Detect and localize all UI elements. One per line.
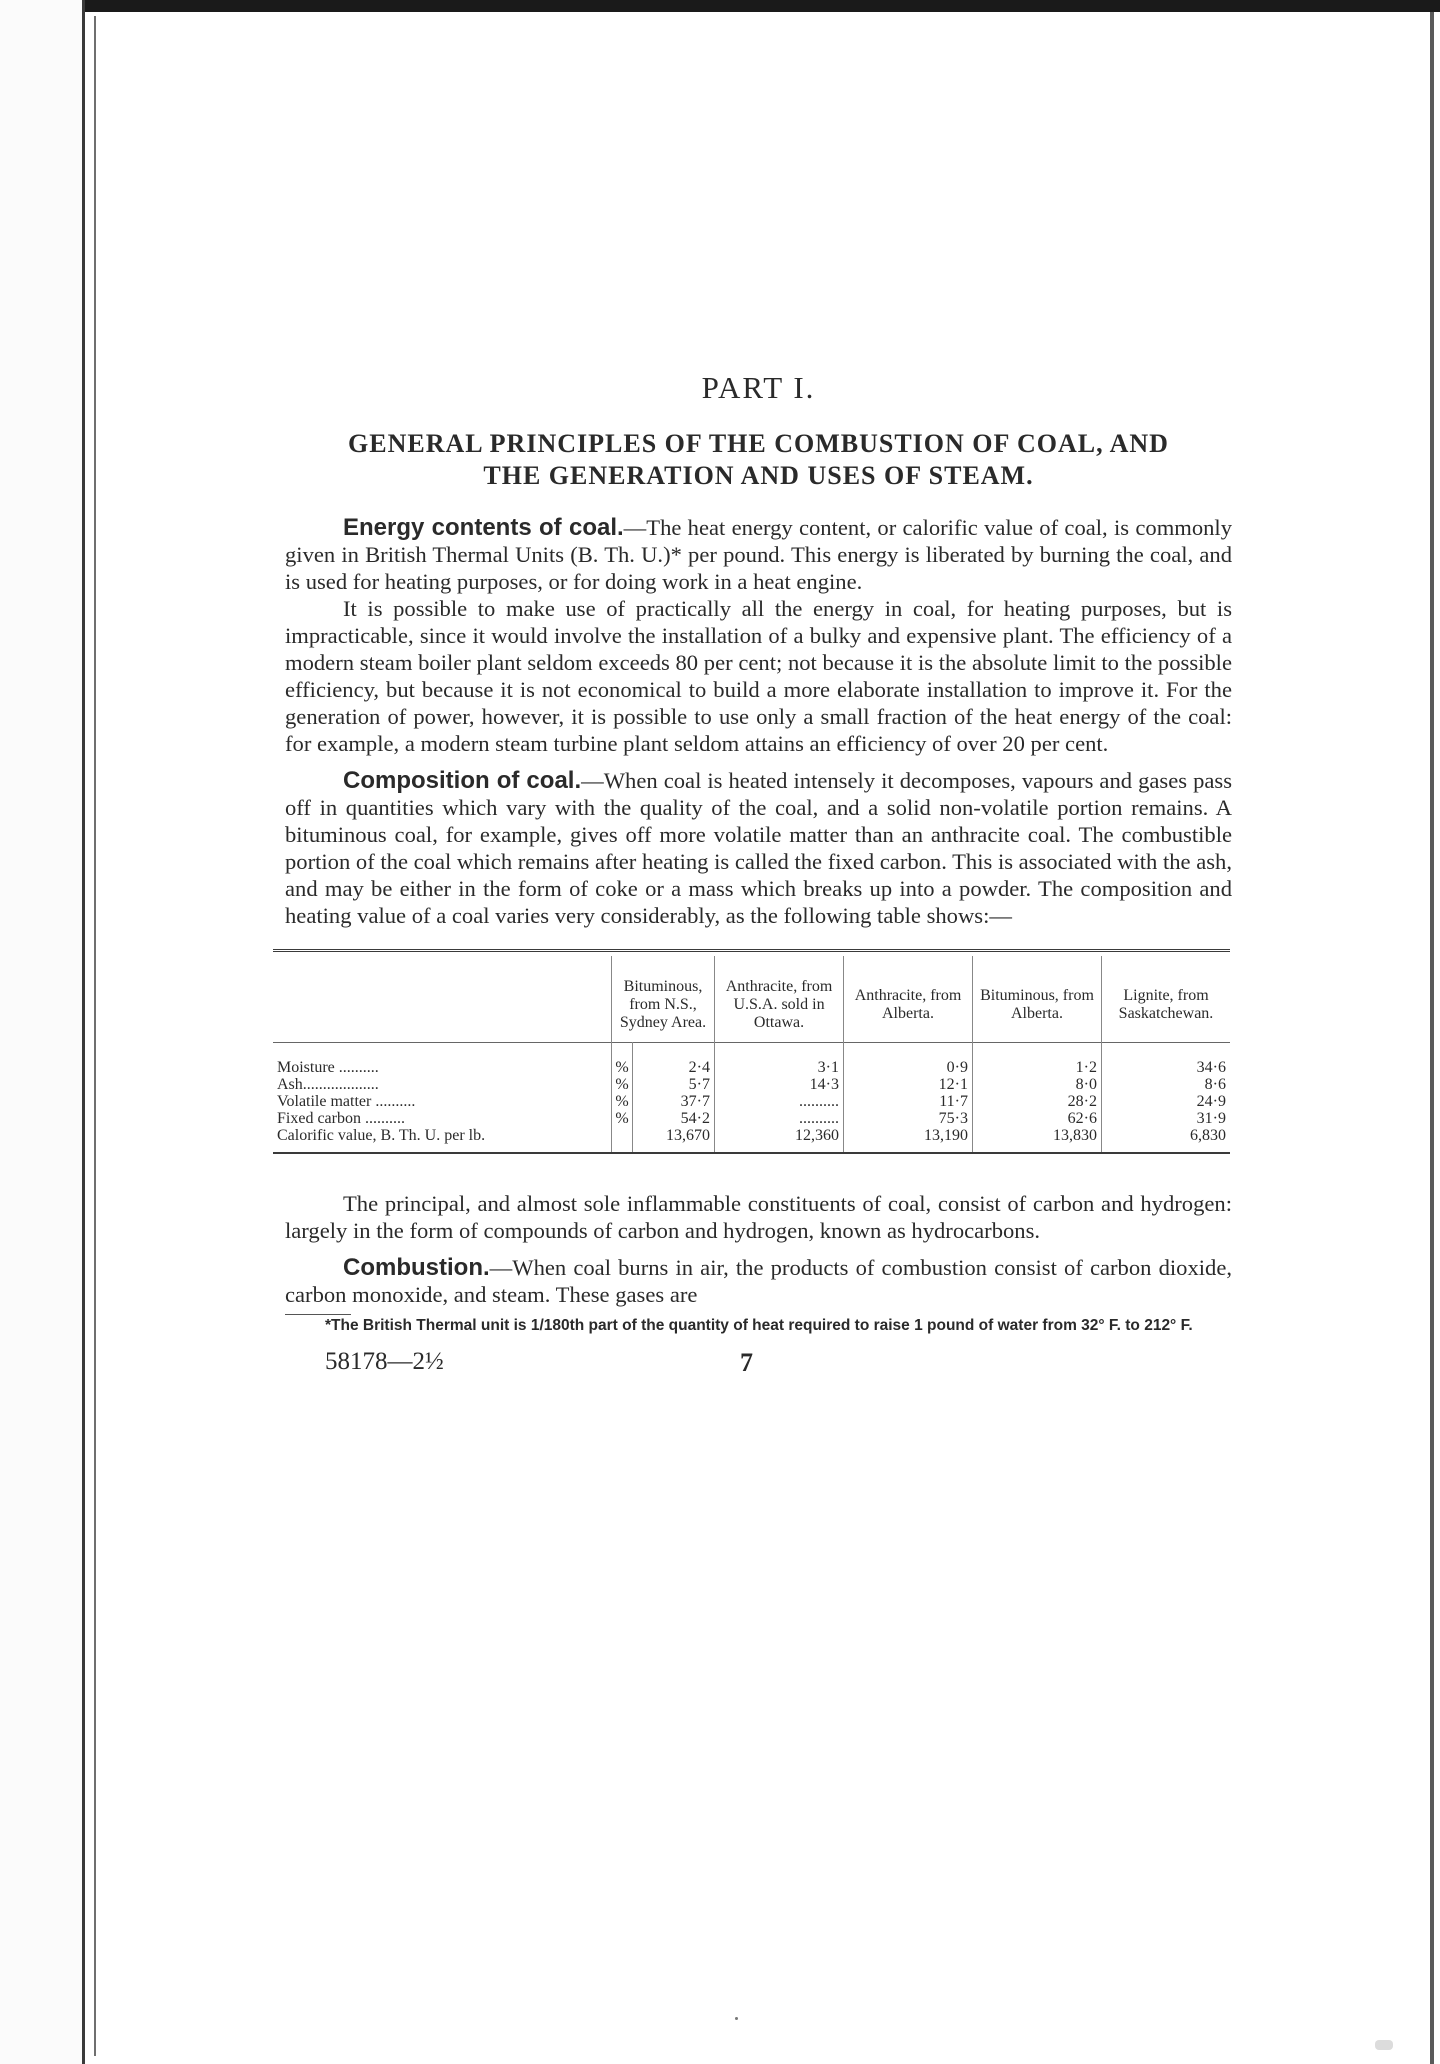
- page-content: [277, 370, 1233, 1388]
- row-label: Volatile matter ..........: [277, 1093, 416, 1110]
- table-cell: 8·6: [1102, 1076, 1231, 1093]
- column-header: Anthracite, from U.S.A. sold in Ottawa.: [715, 956, 844, 1043]
- table-cell: ..........: [715, 1110, 844, 1127]
- table-cell: 13,670: [633, 1127, 715, 1152]
- coal-composition-table: [273, 949, 1230, 1154]
- table-cell: 0·9: [844, 1043, 973, 1077]
- scan-speck: [735, 2017, 738, 2020]
- coal-table: [273, 956, 1230, 1152]
- heading-line-2: THE GENERATION AND USES OF STEAM.: [483, 461, 1034, 490]
- printer-signature-mark: 58178—2½: [325, 1348, 444, 1375]
- efficiency-paragraph: It is possible to make use of practically all the energy in coal, for heating purposes, but is impracticable, since it would involve the installation of a bulky and expensive plant. The efficiency of a modern steam boiler plant seldom exceeds 80 per cent; not because it is the absolute limit to the possible efficiency, but because it is not economical to build a more elaborate installation to improve it. For the generation of power, however, it is possible to use only a small fraction of the heat energy of the coal: for example, a modern steam turbine plant seldom attains an efficiency of over 20 per cent.: [285, 596, 1232, 756]
- percent-sign: [612, 1127, 633, 1152]
- table-stub-header: [273, 956, 612, 1043]
- table-cell: 24·9: [1102, 1093, 1231, 1110]
- scan-corner-mark: [1375, 2040, 1393, 2050]
- table-cell: 6,830: [1102, 1127, 1231, 1152]
- table-cell: 2·4: [633, 1043, 715, 1077]
- column-header: Anthracite, from Alberta.: [844, 956, 973, 1043]
- row-label: Calorific value, B. Th. U. per lb.: [277, 1127, 486, 1144]
- table-cell: 14·3: [715, 1076, 844, 1093]
- part-title: PART I.: [701, 370, 816, 405]
- row-label: Moisture ..........: [277, 1059, 379, 1076]
- scan-top-border: [0, 0, 1440, 12]
- scan-right-edge: [1430, 12, 1434, 2064]
- table-cell: 37·7: [633, 1093, 715, 1110]
- page-footer: [285, 1348, 1232, 1388]
- energy-text: —The heat energy content, or calorific value of coal, is commonly given in British Thermal Units (B. Th. U.)* per pound. This energy is liberated by burning the coal, and is used for heating purposes, or for doing work in a heat engine.: [285, 515, 1233, 594]
- table-row: [273, 1127, 1230, 1152]
- percent-sign: %: [612, 1076, 633, 1093]
- table-cell: 13,830: [973, 1127, 1102, 1152]
- table-cell: 54·2: [633, 1110, 715, 1127]
- chapter-heading: [285, 428, 1232, 492]
- table-row: [273, 1043, 1230, 1077]
- heading-line-1: GENERAL PRINCIPLES OF THE COMBUSTION OF COAL, AND: [348, 429, 1169, 458]
- table-cell: 3·1: [715, 1043, 844, 1077]
- percent-sign: %: [612, 1043, 633, 1077]
- table-cell: ..........: [715, 1093, 844, 1110]
- energy-run-in-heading: Energy contents of coal.: [343, 514, 624, 541]
- composition-run-in-heading: Composition of coal.: [343, 767, 582, 794]
- constituents-paragraph: The principal, and almost sole inflammable constituents of coal, consist of carbon and hydrogen: largely in the form of compounds of carbon and hydrogen, known as hydrocarbons.: [285, 1191, 1232, 1243]
- table-cell: 62·6: [973, 1110, 1102, 1127]
- row-label: Fixed carbon ..........: [277, 1110, 405, 1127]
- table-row: [273, 1076, 1230, 1093]
- combustion-run-in-heading: Combustion.: [343, 1254, 490, 1281]
- table-cell: 12,360: [715, 1127, 844, 1152]
- composition-text: —When coal is heated intensely it decomposes, vapours and gases pass off in quantities which vary with the quality of the coal, and a solid non-volatile portion remains. A bituminous coal, for example, gives off more volatile matter than an anthracite coal. The combustible portion of the coal which remains after heating is called the fixed carbon. This is associated with the ash, and may be either in the form of coke or a mass which breaks up into a powder. The composition and heating value of a coal varies very considerably, as the following table shows:—: [285, 768, 1232, 928]
- table-cell: 13,190: [844, 1127, 973, 1152]
- row-label: Ash...................: [277, 1076, 379, 1093]
- table-cell: 34·6: [1102, 1043, 1231, 1077]
- percent-sign: %: [612, 1110, 633, 1127]
- footnote: *The British Thermal unit is 1/180th part of the quantity of heat required to raise 1 pound of water from 32° F. to 212° F.: [325, 1317, 1193, 1334]
- table-header-row: [273, 956, 1230, 1043]
- table-cell: 12·1: [844, 1076, 973, 1093]
- column-header: Lignite, from Saskatchewan.: [1102, 956, 1231, 1043]
- table-cell: 5·7: [633, 1076, 715, 1093]
- scan-binding-line: [94, 16, 96, 2056]
- table-cell: 31·9: [1102, 1110, 1231, 1127]
- footnote-rule: [285, 1314, 351, 1315]
- energy-paragraph: [285, 514, 1232, 595]
- table-row: [273, 1093, 1230, 1110]
- table-cell: 28·2: [973, 1093, 1102, 1110]
- table-cell: 75·3: [844, 1110, 973, 1127]
- column-header: Bituminous, from Alberta.: [973, 956, 1102, 1043]
- table-row: [273, 1110, 1230, 1127]
- composition-paragraph: [285, 767, 1232, 929]
- page-number: 7: [740, 1348, 753, 1377]
- table-cell: 1·2: [973, 1043, 1102, 1077]
- percent-sign: %: [612, 1093, 633, 1110]
- table-top-rule: [273, 949, 1230, 956]
- table-bottom-rule: [273, 1152, 1230, 1154]
- table-cell: 11·7: [844, 1093, 973, 1110]
- combustion-paragraph: [285, 1254, 1232, 1308]
- combustion-text: —When coal burns in air, the products of combustion consist of carbon dioxide, carbon monoxide, and steam. These gases are: [285, 1255, 1232, 1307]
- table-cell: 8·0: [973, 1076, 1102, 1093]
- column-header: Bituminous, from N.S., Sydney Area.: [612, 956, 715, 1043]
- scan-left-margin: [0, 0, 85, 2064]
